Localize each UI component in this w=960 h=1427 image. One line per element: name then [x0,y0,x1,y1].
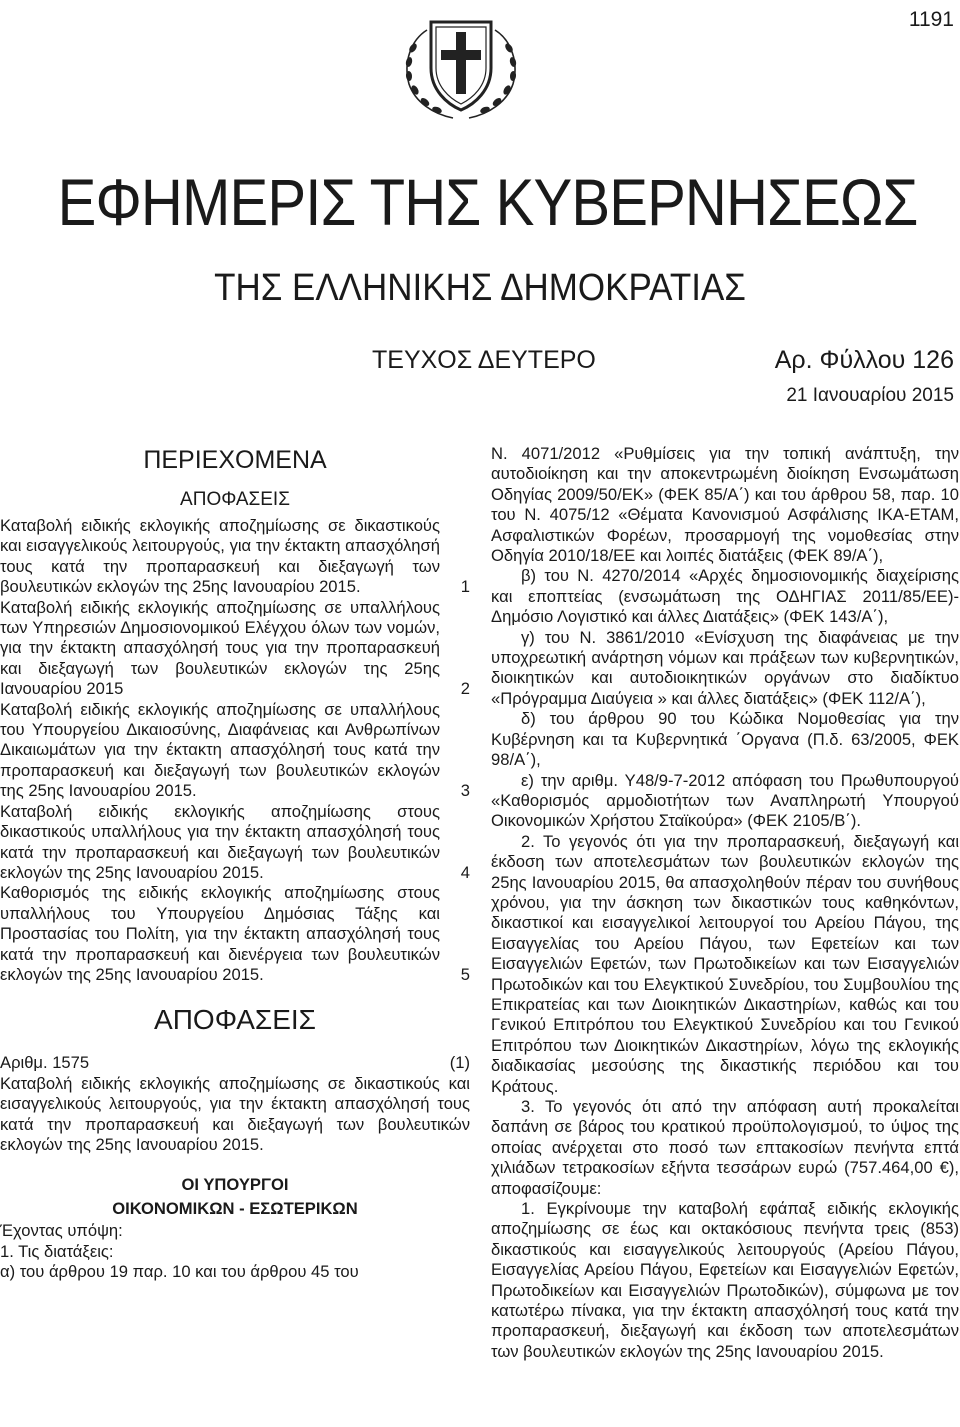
sheet-number: Αρ. Φύλλου 126 [774,346,954,374]
decisions-heading: ΑΠΟΦΑΣΕΙΣ [154,1004,316,1036]
decision-number: Αριθμ. 1575 [0,1053,90,1073]
issue-series: ΤΕΥΧΟΣ ΔΕΥΤΕΡΟ [372,346,596,374]
decision-number-row [0,1053,470,1073]
gazette-title: ΕΦΗΜΕΡΙΣ ΤΗΣ ΚΥΒΕΡΝΗΣΕΩΣ [57,165,918,239]
toc-entry-page: 3 [460,781,470,801]
provisions-item-a: α) του άρθρου 19 παρ. 10 και του άρθρου 45 του [0,1262,359,1282]
toc-entry[interactable] [0,802,470,884]
toc-entry-page: 5 [460,964,470,984]
law-reference-paragraph: β) του Ν. 4270/2014 «Αρχές δημοσιονομικής διαχείρισης και εποπτείας (ενσωμάτωση της ΟΔΗΓΙΑΣ 2011/85/ΕΕ)- Δημόσιο Λογιστικό και άλλες Διατάξεις» (ΦΕΚ 143/Α΄), [491,566,959,627]
law-reference-paragraph: ε) την αριθμ. Υ48/9-7-2012 απόφαση του Πρωθυπουργού «Καθορισμός αρμοδιοτήτων των Αναπληρωτή Υπουργού Οικονομικών Χρήστου Σταϊκούρα» (ΦΕΚ 2105/Β΄). [491,770,959,831]
page-number: 1191 [908,8,954,31]
law-reference-paragraph: γ) του Ν. 3861/2010 «Ενίσχυση της διαφάνειας με την υποχρεωτική ανάρτηση νόμων και πράξεων των κυβερνητικών, διοικητικών και αυτοδιοικητικών οργάνων στο διαδίκτυο «Πρόγραμμα Διαύγεια » και άλλες διατάξεις» (ΦΕΚ 112/Α΄), [491,627,959,708]
right-column [491,444,959,1362]
toc-entry-page: 2 [460,679,470,699]
law-reference-paragraph: δ) του άρθρου 90 του Κώδικα Νομοθεσίας για την Κυβέρνηση και τα Κυβερνητικά ΄Οργανα (Π.δ. 63/2005, ΦΕΚ 98/Α΄), [491,709,959,770]
issue-date: 21 Ιανουαρίου 2015 [786,385,954,406]
greek-coat-of-arms-emblem [397,6,525,124]
law-reference-paragraph: Ν. 4071/2012 «Ρυθμίσεις για την τοπική ανάπτυξη, την αυτοδιοίκηση και την αποκεντρωμένη διοίκηση Ενσωμάτωση Οδηγίας 2009/50/ΕΚ» (ΦΕΚ 85/Α΄) και του άρθρου 58, παρ. 10 του Ν. 4075/12 «Θέματα Κανονισμού Ασφάλισης ΙΚΑ-ΕΤΑΜ, Ασφαλιστικών Φορέων, προσαρμογή της νομοθεσίας στην Οδηγία 2010/18/ΕΕ και λοιπές διατάξεις (ΦΕΚ 89/Α΄), [491,444,959,566]
toc-entry[interactable] [0,883,470,985]
toc-entry-page: 1 [460,577,470,597]
reasoning-paragraph: 2. Το γεγονός ότι για την προπαρασκευή, διεξαγωγή και έκδοση των αποτελεσμάτων των βουλευτικών εκλογών της 25ης Ιανουαρίου 2015, θα απασχοληθούν πέραν του συνήθους χρόνου, για την άσκηση των δικαστικών τους καθηκόντων, δικαστικοί και εισαγγελικοί λειτουργοί του Αρείου Πάγου, της Εισαγγελίας του Αρείου Πάγου, των Εφετείων και των Εισαγγελιών Εφετών, των Πρωτοδικείων και των Εισαγγελιών Πρωτοδικών και του Ελεγκτικού Συνεδρίου, του Συμβουλίου της Επικρατείας και των Διοικητικών Δικαστηρίων, καθώς και του Γενικού Επιτρόπου του Ελεγκτικού Συνεδρίου και του Γενικού Επιτρόπου των Διοικητικών Δικαστηρίων, λόγω της εκλογικής διαδικασίας μεσούσης της δικαστικής περιόδου και του Κράτους. [491,831,959,1096]
left-column [0,444,470,1283]
toc-entry[interactable] [0,516,470,598]
decision-paragraph: 1. Εγκρίνουμε την καταβολή εφάπαξ ειδικής εκλογικής αποζημίωσης σε έως και οκτακόσιους πενήντα τρεις (853) δικαστικούς και εισαγγελικούς λειτουργούς (Αρείου Πάγου, Εισαγγελίας Αρείου Πάγου, Εφετείων και Εισαγγελιών Εφετών, Πρωτοδικείων και Εισαγγελιών Πρωτοδικών), σύμφωνα με τον κατωτέρω πίνακα, για την έκτακτη απασχόλησή τους κατά την προπαρασκευή, διεξαγωγή και έκδοση των αποτελεσμάτων των βουλευτικών εκλογών της 25ης Ιανουαρίου 2015. [491,1199,959,1361]
ministers-line-1: ΟΙ ΥΠΟΥΡΓΟΙ [181,1175,289,1195]
ministers-line-2: ΟΙΚΟΝΟΜΙΚΩΝ - ΕΣΩΤΕΡΙΚΩΝ [112,1199,358,1219]
toc-entry-text: Καταβολή ειδικής εκλογικής αποζημίωσης σε δικαστικούς και εισαγγελικούς λειτουργούς, για την έκτακτη απασχόλησή τους κατά την προπαρασκευή και διεξαγωγή των βουλευτικών εκλογών της 25ης Ιανουαρίου 2015. [0,516,440,597]
reasoning-paragraph: 3. Το γεγονός ότι από την απόφαση αυτή προκαλείται δαπάνη σε βάρος του κρατικού προϋπολογισμού, το ύψος της οποίας ανέρχεται στο ποσό των επτακοσίων πενήντα επτά χιλιάδων τετρακοσίων εξήντα τεσσάρων ευρώ (757.464,00 €), αποφασίζουμε: [491,1097,959,1198]
toc-entry-text: Καταβολή ειδικής εκλογικής αποζημίωσης σε υπαλλήλους των Υπηρεσιών Δημοσιονομικού Ελέγχου όλων των νομών, για την έκτακτη απασχόλησή τους για την προπαρασκευή και διεξαγωγή των βουλευτικών εκλογών της 25ης Ιανουαρίου 2015 [0,597,440,699]
toc-entry[interactable] [0,598,470,700]
ministers-heading [0,1173,470,1221]
toc-heading: ΠΕΡΙΕΧΟΜΕΝΑ [143,446,327,474]
toc-entry-text: Καθορισμός της ειδικής εκλογικής αποζημίωσης στους υπαλλήλους του Υπουργείου Δημόσιας Τάξης και Προστασίας του Πολίτη, για την έκτακτη απασχόλησή τους κατά την προπαρασκευή και διενέργεια των βουλευτικών εκλογών της 25ης Ιανουαρίου 2015. [0,883,440,984]
toc-entry[interactable] [0,700,470,802]
provisions-item-1: 1. Τις διατάξεις: [0,1241,114,1261]
toc-entry-text: Καταβολή ειδικής εκλογικής αποζημίωσης στους δικαστικούς υπαλλήλους για την έκτακτη απασχόλησή τους κατά την προπαρασκευή και διεξαγωγή των βουλευτικών εκλογών της 25ης Ιανουαρίου 2015. [0,801,440,882]
gazette-subtitle: ΤΗΣ ΕΛΛΗΝΙΚΗΣ ΔΗΜΟΚΡΑΤΙΑΣ [214,267,746,309]
toc-subheading: ΑΠΟΦΑΣΕΙΣ [180,489,290,510]
considering-label: Έχοντας υπόψη: [0,1221,123,1241]
decision-index: (1) [449,1053,470,1073]
toc-entry-text: Καταβολή ειδικής εκλογικής αποζημίωσης σε υπαλλήλους του Υπουργείου Δικαιοσύνης, Διαφάνειας και Ανθρωπίνων Δικαιωμάτων για την έκτακτη απασχόλησή τους κατά την προπαρασκευή και διεξαγωγή των βουλευτικών εκλογών της 25ης Ιανουαρίου 2015. [0,699,440,801]
toc-entry-page: 4 [460,862,470,882]
decision-title: Καταβολή ειδικής εκλογικής αποζημίωσης σε δικαστικούς και εισαγγελικούς λειτουργούς, για την έκτακτη απασχόλησή τους κατά την προπαρασκευή και διεξαγωγή των βουλευτικών εκλογών της 25ης Ιανουαρίου 2015. [0,1073,470,1154]
